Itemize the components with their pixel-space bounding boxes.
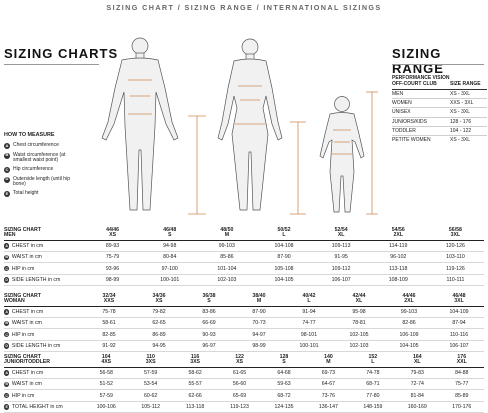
table-cell: 99-103 (198, 240, 255, 251)
table-cell: 105-112 (128, 401, 172, 412)
size-column-header: 40/42 L (302, 293, 316, 305)
table-cell: 95-98 (334, 306, 384, 317)
women-sizing-table (4, 294, 484, 352)
table-cell: 81-84 (395, 390, 439, 401)
divider (392, 64, 484, 65)
range-row: WOMEN XXS - 3XL (392, 99, 487, 108)
table-cell: 56-58 (84, 367, 128, 378)
table-cell: 58-62 (173, 367, 217, 378)
table-cell: 119-126 (427, 263, 484, 274)
row-label: D SIDE LENGTH in cm (4, 340, 84, 351)
table-cell: 75-79 (84, 252, 141, 263)
badge-e: E (5, 190, 9, 196)
table-cell: 104-108 (255, 240, 312, 251)
table-cell: 100-106 (84, 401, 128, 412)
size-column-header: 152 L (368, 354, 378, 366)
table-row (4, 318, 484, 329)
table-cell: 78-81 (334, 318, 384, 329)
table-cell: 80-84 (141, 252, 198, 263)
table-cell: 110-116 (434, 329, 484, 340)
sizing-range-heading: SIZING RANGE (392, 46, 444, 76)
child-figure (320, 92, 378, 214)
measure-badge: D (5, 343, 8, 348)
table-cell: 110-111 (427, 274, 484, 285)
size-column-header: 34/36 XS (152, 293, 166, 305)
table-row (4, 367, 484, 378)
table-cell: 94-97 (234, 329, 284, 340)
table-cell: 64-67 (306, 379, 350, 390)
table-cell: 60-62 (128, 390, 172, 401)
table-cell: 98-99 (234, 340, 284, 351)
table-cell: 94-95 (134, 340, 184, 351)
size-column-header: 128 S (279, 354, 289, 366)
table-cell: 104-105 (255, 274, 312, 285)
table-cell: 51-52 (84, 379, 128, 390)
size-column-header: 110 3XS (145, 354, 156, 366)
table-cell: 59-63 (262, 379, 306, 390)
woman-figure (218, 39, 306, 214)
table-cell: 73-76 (306, 390, 350, 401)
row-label: A CHEST in cm (4, 306, 84, 317)
sizing-charts-heading: SIZING CHARTS (4, 46, 119, 61)
row-label: A CHEST in cm (4, 240, 84, 251)
table-cell: 124-135 (262, 401, 306, 412)
measure-badge: A (5, 243, 8, 248)
table-cell: 96-102 (370, 252, 427, 263)
table-cell: 102-105 (334, 329, 384, 340)
measure-badge: D (5, 277, 8, 282)
table-cell: 99-103 (384, 306, 434, 317)
range-row: TODDLER 104 - 122 (392, 126, 487, 135)
table-title: SIZING CHART MEN (4, 227, 41, 239)
row-label: E TOTAL HEIGHT in cm (4, 401, 84, 412)
table-cell: 56-60 (217, 379, 261, 390)
table-row (4, 390, 484, 401)
table-cell: 87-94 (434, 318, 484, 329)
measure-item-chest: A Chest circumference (5, 142, 59, 148)
table-cell: 62-66 (173, 390, 217, 401)
row-label: C HIP in cm (4, 263, 84, 274)
table-cell: 113-118 (173, 401, 217, 412)
table-cell: 148-159 (351, 401, 395, 412)
table-cell: 57-59 (84, 390, 128, 401)
table-row (4, 401, 484, 412)
sizing-range-panel (392, 74, 487, 144)
table-row (4, 379, 484, 390)
table-cell: 64-68 (262, 367, 306, 378)
table-cell: 160-169 (395, 401, 439, 412)
table-cell: 82-85 (84, 329, 134, 340)
table-row (4, 263, 484, 274)
table-cell: 85-89 (440, 390, 485, 401)
table-cell: 68-72 (262, 390, 306, 401)
page-title: SIZING CHART / SIZING RANGE / INTERNATIONAL SIZINGS (106, 3, 382, 12)
table-cell: 74-78 (351, 367, 395, 378)
badge-d: D (5, 176, 9, 182)
table-cell: 91-94 (284, 306, 334, 317)
table-cell: 100-101 (284, 340, 334, 351)
measure-badge: C (5, 266, 8, 271)
measure-badge: C (5, 332, 8, 337)
table-cell: 79-82 (134, 306, 184, 317)
range-row: UNISEX XS - 3XL (392, 108, 487, 117)
how-to-measure-title: HOW TO MEASURE (4, 132, 55, 138)
size-column-header: 44/46 XS (106, 227, 120, 239)
size-column-header: 52/54 XL (334, 227, 348, 239)
table-cell: 84-88 (440, 367, 485, 378)
junior-sizing-table (4, 355, 484, 413)
table-row (4, 252, 484, 263)
table-cell: 119-123 (217, 401, 261, 412)
table-cell: 106-107 (434, 340, 484, 351)
table-cell: 105-108 (255, 263, 312, 274)
table-cell: 75-78 (84, 306, 134, 317)
size-column-header: 42/44 XL (352, 293, 366, 305)
table-cell: 75-77 (440, 379, 485, 390)
table-row (4, 240, 484, 251)
table-cell: 89-93 (84, 240, 141, 251)
size-column-header: 54/56 2XL (391, 227, 405, 239)
row-label: B WAIST in cm (4, 318, 84, 329)
measure-item-side-length: D Outerside length (until hip bone) (5, 175, 70, 187)
table-cell: 113-118 (370, 263, 427, 274)
measure-badge: C (5, 393, 8, 398)
row-label: A CHEST in cm (4, 367, 84, 378)
table-cell: 74-77 (284, 318, 334, 329)
table-row (4, 306, 484, 317)
measure-item-hip: C Hip circumference (5, 166, 54, 172)
table-cell: 106-109 (384, 329, 434, 340)
badge-c: C (5, 166, 9, 172)
table-cell: 94-98 (141, 240, 198, 251)
table-cell: 102-103 (334, 340, 384, 351)
table-cell: 108-109 (370, 274, 427, 285)
table-cell: 98-101 (284, 329, 334, 340)
table-cell: 91-92 (84, 340, 134, 351)
table-cell: 120-126 (427, 240, 484, 251)
table-title: SIZING CHART JUNIOR/TODDLER (4, 354, 51, 366)
size-column-header: 140 M (324, 354, 333, 366)
table-cell: 104-105 (384, 340, 434, 351)
table-cell: 85-86 (198, 252, 255, 263)
table-cell: 70-73 (234, 318, 284, 329)
table-cell: 114-119 (370, 240, 427, 251)
measure-list (4, 143, 84, 197)
table-cell: 66-69 (184, 318, 234, 329)
size-column-header: 104 4XS (101, 354, 112, 366)
table-cell: 82-86 (384, 318, 434, 329)
size-column-header: 44/46 2XL (402, 293, 416, 305)
table-row (4, 274, 484, 285)
table-cell: 69-73 (306, 367, 350, 378)
table-cell: 97-100 (141, 263, 198, 274)
table-cell: 100-101 (141, 274, 198, 285)
table-cell: 96-97 (184, 340, 234, 351)
table-cell: 86-89 (134, 329, 184, 340)
measure-badge: B (5, 321, 8, 326)
measure-item-waist: B Waist circumference (at smallest waist point) (5, 151, 66, 163)
badge-b: B (5, 152, 9, 158)
table-cell: 87-90 (255, 252, 312, 263)
table-cell: 104-109 (434, 306, 484, 317)
table-cell: 109-113 (313, 240, 370, 251)
table-cell: 61-65 (217, 367, 261, 378)
table-cell: 106-107 (313, 274, 370, 285)
table-cell: 87-90 (234, 306, 284, 317)
table-cell: 93-96 (84, 263, 141, 274)
range-row: MEN XS - 3XL (392, 90, 487, 99)
size-column-header: 36/38 S (202, 293, 216, 305)
range-row: JUNIORS/KIDS 128 - 176 (392, 117, 487, 126)
table-cell: 57-59 (128, 367, 172, 378)
body-figures-illustration (80, 30, 380, 218)
men-sizing-table (4, 228, 484, 286)
row-label: B WAIST in cm (4, 379, 84, 390)
measure-badge: A (5, 370, 8, 375)
row-label: C HIP in cm (4, 390, 84, 401)
size-column-header: 50/52 L (277, 227, 291, 239)
measure-badge: B (5, 382, 8, 387)
table-cell: 90-93 (184, 329, 234, 340)
row-label: B WAIST in cm (4, 252, 84, 263)
table-row (4, 340, 484, 351)
table-cell: 77-80 (351, 390, 395, 401)
table-cell: 62-65 (134, 318, 184, 329)
range-row: PETITE WOMEN XS - 3XL (392, 136, 471, 143)
size-column-header: 48/50 M (220, 227, 234, 239)
table-cell: 136-147 (306, 401, 350, 412)
table-cell: 65-69 (217, 390, 261, 401)
man-figure (102, 38, 206, 214)
range-header-right: SIZE RANGE (450, 74, 487, 90)
table-cell: 102-103 (198, 274, 255, 285)
table-cell: 98-99 (84, 274, 141, 285)
table-cell: 83-86 (184, 306, 234, 317)
size-column-header: 38/40 M (252, 293, 266, 305)
measure-badge: A (5, 309, 8, 314)
table-cell: 58-61 (84, 318, 134, 329)
range-header-left: PERFORMANCE VISION OFF-COURT CLUB (392, 74, 450, 90)
table-cell: 91-95 (313, 252, 370, 263)
table-cell: 103-110 (427, 252, 484, 263)
size-column-header: 46/48 3XL (452, 293, 466, 305)
measure-item-total-height: E Total height (5, 190, 39, 196)
size-column-header: 164 XL (412, 354, 422, 366)
size-column-header: 116 3XS (190, 354, 200, 366)
size-column-header: 46/48 S (163, 227, 177, 239)
measure-badge: B (5, 255, 8, 260)
table-cell: 53-54 (128, 379, 172, 390)
table-cell: 79-83 (395, 367, 439, 378)
size-column-header: 176 XXL (456, 354, 467, 366)
table-title: SIZING CHART WOMAN (4, 293, 41, 305)
table-cell: 72-74 (395, 379, 439, 390)
table-row (4, 329, 484, 340)
table-cell: 170-176 (440, 401, 485, 412)
badge-a: A (5, 142, 9, 148)
how-to-measure (4, 132, 84, 201)
row-label: D SIDE LENGTH in cm (4, 274, 84, 285)
table-cell: 101-104 (198, 263, 255, 274)
size-column-header: 32/34 XXS (102, 293, 116, 305)
row-label: C HIP in cm (4, 329, 84, 340)
table-cell: 68-71 (351, 379, 395, 390)
table-cell: 109-112 (313, 263, 370, 274)
measure-badge: E (5, 404, 8, 409)
table-cell: 55-57 (173, 379, 217, 390)
size-column-header: 122 XS (235, 354, 244, 366)
sizing-range-table (392, 74, 487, 144)
size-column-header: 56/58 3XL (448, 227, 462, 239)
